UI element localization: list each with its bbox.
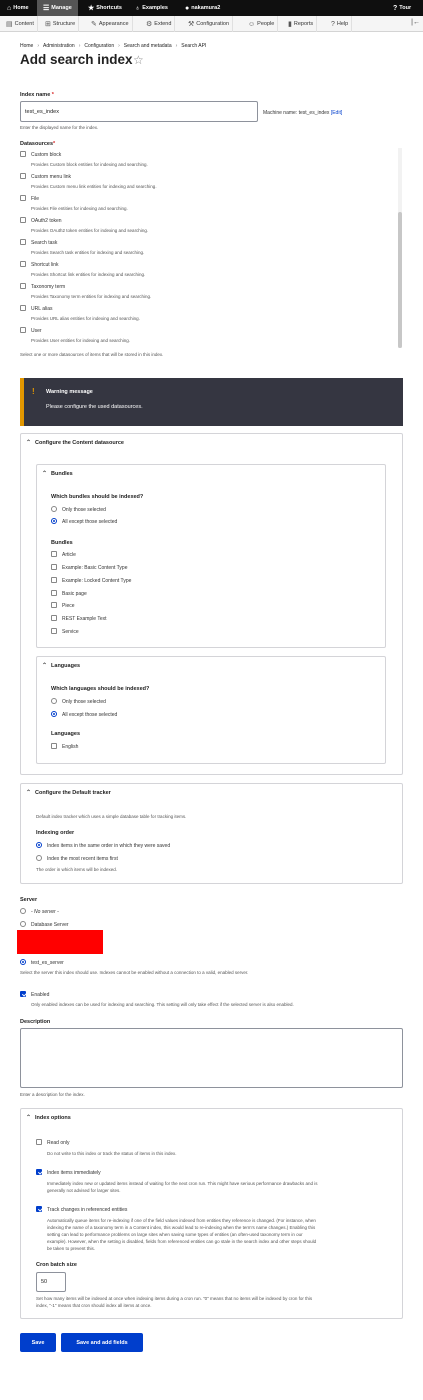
breadcrumb-administration[interactable]: Administration	[43, 43, 75, 49]
language-label: English	[62, 744, 79, 750]
warning-text: Please configure the used datasources.	[46, 404, 143, 410]
bundle-checkbox[interactable]	[51, 564, 57, 570]
tray-configuration-label: Configuration	[196, 21, 229, 27]
tray-help-label: Help	[336, 21, 349, 27]
datasource-description: Provides Shortcut link entities for indexing and searching.	[31, 272, 146, 277]
datasource-checkbox[interactable]	[20, 173, 26, 179]
home-icon: ⌂	[7, 4, 12, 12]
languages-list-label: Languages	[51, 731, 81, 737]
datasources-label-text: Datasources	[20, 141, 54, 147]
help-icon: ?	[393, 4, 398, 12]
datasource-label: User	[31, 328, 42, 334]
track-changes-checkbox[interactable]	[36, 1206, 42, 1212]
enabled-help: Only enabled indexes can be used for indexing and searching. This setting will only take effect if the selected server is also enabled.	[31, 1002, 294, 1007]
appearance-icon: ✎	[91, 21, 97, 28]
order-saved-radio[interactable]	[36, 842, 42, 848]
datasource-label: Custom menu link	[31, 174, 72, 180]
star-icon: ★	[88, 4, 95, 12]
server-es-radio[interactable]	[20, 959, 26, 965]
machine-name-label: Machine name: test_es_index	[263, 110, 330, 116]
required-marker-icon: *	[53, 141, 56, 147]
breadcrumb	[20, 43, 206, 49]
user-icon: ●	[185, 4, 190, 12]
help-circle-icon: ?	[331, 20, 335, 28]
tray-reports[interactable]	[285, 16, 317, 32]
indexing-order-label: Indexing order	[36, 830, 75, 836]
description-textarea[interactable]	[20, 1028, 403, 1088]
bundles-only-selected-radio[interactable]	[51, 506, 57, 512]
warning-icon: !	[32, 387, 35, 396]
index-immediately-checkbox[interactable]	[36, 1169, 42, 1175]
datasource-label: OAuth2 token	[31, 218, 62, 224]
order-recent-label: Index the most recent items first	[47, 856, 118, 862]
order-saved-label: Index items in the same order in which they were saved	[47, 843, 171, 849]
examples-icon: ♁	[135, 4, 141, 12]
datasource-label: File	[31, 196, 40, 202]
datasource-label: Taxonomy term	[31, 284, 66, 290]
bundle-label: Service	[62, 629, 79, 635]
breadcrumb-search-metadata[interactable]: Search and metadata	[123, 43, 172, 49]
tray-appearance[interactable]	[88, 16, 133, 32]
language-checkbox[interactable]	[51, 743, 57, 749]
required-marker-icon: *	[51, 92, 54, 98]
breadcrumb-separator-icon: ›	[37, 43, 40, 49]
bundle-checkbox[interactable]	[51, 551, 57, 557]
tray-structure-label: Structure	[52, 21, 76, 27]
warning-message	[20, 378, 403, 426]
breadcrumb-search-api[interactable]: Search API	[181, 43, 207, 49]
datasource-label: Shortcut link	[31, 262, 59, 268]
index-immediately-help-line: Immediately index new or updated items instead of waiting for the next cron run. This might have serious performance drawbacks and is	[47, 1181, 318, 1186]
datasource-checkbox[interactable]	[20, 239, 26, 245]
breadcrumb-separator-icon: ›	[78, 43, 81, 49]
track-changes-help-line: be taken to prevent this.	[47, 1246, 96, 1251]
tracker-summary-label: Configure the Default tracker	[35, 789, 111, 796]
chevron-up-icon: ⌃	[42, 663, 48, 669]
bundles-summary[interactable]	[42, 470, 73, 477]
reports-icon: ▮	[288, 21, 292, 28]
server-database-label: Database Server	[31, 922, 69, 928]
machine-name	[263, 110, 342, 116]
bundle-checkbox[interactable]	[51, 577, 57, 583]
breadcrumb-separator-icon: ›	[175, 43, 178, 49]
tray-extend[interactable]	[143, 16, 175, 32]
datasource-checkbox[interactable]	[20, 217, 26, 223]
datasource-checkbox[interactable]	[20, 327, 26, 333]
order-recent-radio[interactable]	[36, 855, 42, 861]
languages-summary-label: Languages	[51, 662, 81, 669]
toolbar-manage[interactable]	[37, 0, 78, 16]
bundle-label: Article	[62, 552, 76, 558]
toolbar-tour[interactable]	[390, 0, 414, 16]
toolbar-tour-label: Tour	[399, 5, 412, 11]
description-help: Enter a description for the index.	[20, 1092, 85, 1097]
read-only-label: Read only	[47, 1140, 70, 1146]
tray-extend-label: Extend	[154, 21, 172, 27]
datasource-label: Custom block	[31, 152, 62, 158]
tray-help[interactable]	[328, 16, 352, 32]
bundle-label: Piece	[62, 603, 75, 609]
datasource-checkbox[interactable]	[20, 151, 26, 157]
track-changes-help-line: indexing the name of a taxonomy term in a Content index, this would lead to re-indexing when the term's name changes.) Enabling this	[47, 1225, 316, 1230]
toolbar-shortcuts-label: Shortcuts	[96, 5, 122, 11]
cron-batch-label: Cron batch size	[36, 1262, 77, 1268]
bundle-checkbox[interactable]	[51, 602, 57, 608]
index-options-summary-label: Index options	[35, 1114, 71, 1121]
bundle-label: REST Example Text	[62, 616, 107, 622]
languages-only-selected-label: Only those selected	[62, 699, 106, 705]
content-icon: ▤	[6, 21, 13, 28]
chevron-up-icon: ⌃	[42, 471, 48, 477]
datasource-description: Provides User entities for indexing and searching.	[31, 338, 131, 343]
languages-all-except-label: All except those selected	[62, 712, 118, 718]
menu-icon: ☰	[43, 4, 50, 12]
content-datasource-summary-label: Configure the Content datasource	[35, 439, 124, 446]
datasource-checkbox[interactable]	[20, 195, 26, 201]
datasource-checkbox[interactable]	[20, 283, 26, 289]
tray-appearance-label: Appearance	[98, 21, 129, 27]
chevron-up-icon: ⌃	[26, 440, 32, 446]
people-icon: ☺	[248, 20, 256, 28]
languages-all-except-radio[interactable]	[51, 711, 57, 717]
cron-batch-help-line: index, "-1" means that cron should index all items at once.	[36, 1303, 152, 1308]
bundles-question: Which bundles should be indexed?	[51, 494, 144, 500]
toolbar-user-label: nakamura2	[191, 5, 221, 11]
breadcrumb-home[interactable]: Home	[20, 43, 34, 49]
wrench-icon: ⚒	[188, 21, 195, 28]
datasource-description: Provides Custom block entities for indexing and searching.	[31, 162, 148, 167]
datasources-help: Select one or more datasources of items that will be stored in this index.	[20, 352, 164, 357]
tray-content[interactable]	[3, 16, 38, 32]
toolbar-examples[interactable]	[132, 0, 171, 16]
description-label: Description	[20, 1019, 51, 1025]
index-immediately-label: Index items immediately	[47, 1170, 101, 1176]
bundle-checkbox[interactable]	[51, 590, 57, 596]
toolbar-user[interactable]	[182, 0, 223, 16]
bundle-label: Basic page	[62, 591, 87, 597]
tray-content-label: Content	[14, 21, 34, 27]
track-changes-help-line: example). However, when the setting is disabled, fields from referenced entities can go stale in the search index and other steps should	[47, 1239, 317, 1244]
tray-configuration[interactable]	[185, 16, 233, 32]
server-none-radio[interactable]	[20, 908, 26, 914]
datasource-description: Provides Taxonomy term entities for indexing and searching.	[31, 294, 152, 299]
server-es-label: test_es_server	[31, 960, 64, 966]
datasource-label: URL alias	[31, 306, 53, 312]
save-and-add-fields-button[interactable]: Save and add fields	[61, 1333, 143, 1352]
bundles-all-except-label: All except those selected	[62, 519, 118, 525]
datasource-description: Provides URL alias entities for indexing and searching.	[31, 316, 140, 321]
cron-batch-input[interactable]: 50	[36, 1272, 66, 1292]
toolbar-examples-label: Examples	[142, 5, 168, 11]
collapse-tray-icon[interactable]: |←	[411, 19, 420, 26]
index-name-label-text: Index name	[20, 92, 51, 98]
datasource-description: Provides Custom menu link entities for indexing and searching.	[31, 184, 157, 189]
admin-tray	[0, 16, 423, 32]
read-only-help: Do not write to this index or track the status of items in this index.	[47, 1151, 177, 1156]
bundles-list-label: Bundles	[51, 540, 73, 546]
index-name-description: Enter the displayed name for the index.	[20, 125, 99, 130]
track-changes-help-line: Automatically queue items for re-indexing if one of the field values indexed from entities they reference is changed. (For instance, when	[47, 1218, 316, 1223]
chevron-up-icon: ⌃	[26, 790, 32, 796]
page-title: Add search index	[20, 52, 133, 67]
server-label: Server	[20, 897, 38, 903]
tray-structure[interactable]	[42, 16, 79, 32]
machine-name-edit-link[interactable]: [Edit]	[330, 110, 343, 116]
datasource-description: Provides OAuth2 token entities for indexing and searching.	[31, 228, 149, 233]
tray-people-label: People	[257, 21, 275, 27]
bundles-all-except-radio[interactable]	[51, 518, 57, 524]
languages-fieldset	[36, 656, 386, 764]
bundles-summary-label: Bundles	[51, 470, 73, 477]
bundles-only-selected-label: Only those selected	[62, 507, 106, 513]
index-options-fieldset	[20, 1108, 403, 1319]
content-datasource-summary[interactable]	[26, 439, 124, 446]
datasources-scrollbar-thumb[interactable]	[398, 212, 402, 348]
extend-icon: ⚙	[146, 21, 153, 28]
server-database-radio[interactable]	[20, 921, 26, 927]
save-button[interactable]: Save	[20, 1333, 56, 1352]
index-name-input[interactable]: test_es_index	[20, 101, 258, 122]
toolbar-manage-label: Manage	[51, 5, 72, 11]
languages-question: Which languages should be indexed?	[51, 686, 150, 692]
tracker-summary[interactable]	[26, 789, 111, 796]
bundle-checkbox[interactable]	[51, 628, 57, 634]
index-options-summary[interactable]	[26, 1114, 71, 1121]
bundle-label: Example: Locked Content Type	[62, 578, 132, 584]
breadcrumb-configuration[interactable]: Configuration	[84, 43, 115, 49]
cron-batch-help-line: Set how many items will be indexed at once when indexing items during a cron run. "0" means that no items will be indexed by cron for this	[36, 1296, 313, 1301]
structure-icon: ⊞	[45, 21, 51, 28]
bundle-checkbox[interactable]	[51, 615, 57, 621]
server-help: Select the server this index should use. Indexes cannot be enabled without a connection to a valid, enabled server.	[20, 970, 249, 975]
redacted-block	[17, 930, 103, 954]
datasources-list[interactable]	[18, 148, 403, 348]
bundle-label: Example: Basic Content Type	[62, 565, 128, 571]
datasource-description: Provides File entities for indexing and searching.	[31, 206, 128, 211]
tracker-description: Default index tracker which uses a simple database table for tracking items.	[36, 814, 187, 819]
enabled-checkbox[interactable]	[20, 991, 26, 997]
toolbar-home-label: Home	[13, 5, 29, 11]
index-immediately-help-line: generally not advised for larger sites.	[47, 1188, 121, 1193]
enabled-label: Enabled	[31, 992, 50, 998]
datasource-checkbox[interactable]	[20, 261, 26, 267]
languages-summary[interactable]	[42, 662, 80, 669]
track-changes-label: Track changes in referenced entities	[47, 1207, 128, 1213]
track-changes-help-line: setting can lead to performance problems on large sites when saving some types of entities (an often-used taxonomy term in our	[47, 1232, 303, 1237]
breadcrumb-separator-icon: ›	[118, 43, 120, 49]
toolbar-home[interactable]	[3, 0, 33, 16]
server-none-label: - No server -	[31, 909, 59, 915]
tray-people[interactable]	[245, 16, 278, 32]
tracker-help: The order in which items will be indexed.	[36, 867, 118, 872]
chevron-up-icon: ⌃	[26, 1115, 32, 1121]
index-name-label	[20, 92, 54, 98]
warning-title: Warning message	[46, 389, 93, 395]
languages-only-selected-radio[interactable]	[51, 698, 57, 704]
datasource-label: Search task	[31, 240, 58, 246]
shortcut-star-icon[interactable]: ☆	[133, 53, 144, 67]
read-only-checkbox[interactable]	[36, 1139, 42, 1145]
toolbar-shortcuts[interactable]	[85, 0, 125, 16]
datasource-checkbox[interactable]	[20, 305, 26, 311]
datasources-label	[20, 141, 55, 147]
tray-reports-label: Reports	[293, 21, 314, 27]
datasource-description: Provides Search task entities for indexing and searching.	[31, 250, 145, 255]
admin-toolbar	[0, 0, 423, 16]
